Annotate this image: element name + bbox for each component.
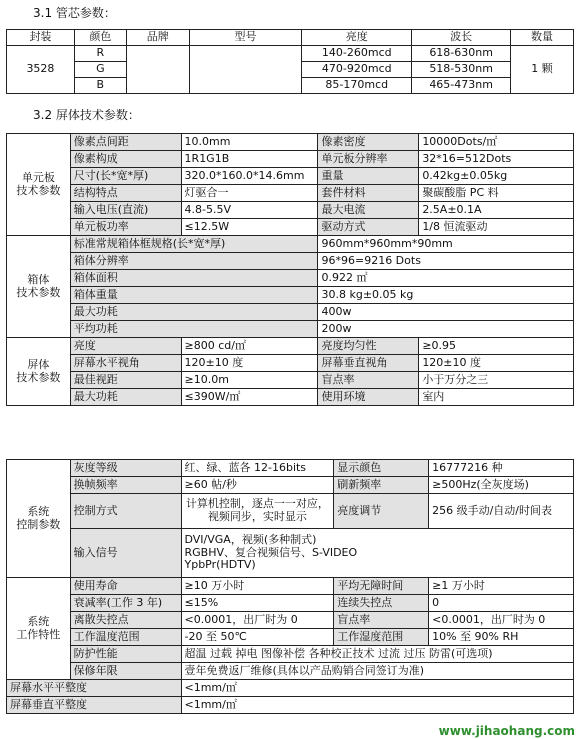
param-label: 工作湿度范围 bbox=[334, 629, 429, 646]
param-value: 小于万分之三 bbox=[419, 372, 574, 389]
param-value: 室内 bbox=[419, 389, 574, 406]
param-label: 连续失控点 bbox=[334, 595, 429, 612]
param-label: 结构特点 bbox=[70, 185, 181, 202]
table-header-row bbox=[7, 30, 574, 46]
param-value: 960mm*960mm*90mm bbox=[318, 236, 574, 253]
table-row bbox=[7, 663, 574, 680]
param-value: DVI/VGA，视频(多种制式) RGBHV、复合视频信号、S-VIDEO YpbPr(HDTV) bbox=[181, 529, 574, 578]
param-value: 超温 过载 掉电 图像补偿 各种校正技术 过流 过压 防雷(可选项) bbox=[181, 646, 574, 663]
param-label: 驱动方式 bbox=[318, 219, 419, 236]
param-value: ≥10.0m bbox=[181, 372, 318, 389]
control-section bbox=[7, 460, 574, 578]
table-row bbox=[7, 460, 574, 477]
table-row bbox=[7, 134, 574, 151]
header-cell: 数量 bbox=[511, 30, 574, 46]
param-value: ≥10 万小时 bbox=[181, 578, 334, 595]
header-cell: 型号 bbox=[189, 30, 302, 46]
param-label: 像素点间距 bbox=[70, 134, 181, 151]
param-label: 平均无障时间 bbox=[334, 578, 429, 595]
param-value: 32*16=512Dots bbox=[419, 151, 574, 168]
table-row bbox=[7, 612, 574, 629]
table-row bbox=[7, 151, 574, 168]
param-label: 箱体分辨率 bbox=[70, 253, 318, 270]
param-label: 像素构成 bbox=[70, 151, 181, 168]
param-value: 30.8 kg±0.05 kg bbox=[318, 287, 574, 304]
section-title-3-2: 3.2 屏体技术参数： bbox=[33, 108, 140, 122]
brightness-cell: 85-170mcd bbox=[302, 78, 412, 94]
param-value: 4.8-5.5V bbox=[181, 202, 318, 219]
param-value: 16777216 种 bbox=[429, 460, 574, 477]
param-label: 单元板分辨率 bbox=[318, 151, 419, 168]
table-row bbox=[7, 219, 574, 236]
param-label: 屏幕水平视角 bbox=[70, 355, 181, 372]
group-label: 系统 工作特性 bbox=[7, 578, 71, 680]
param-value: <1mm/㎡ bbox=[181, 697, 574, 714]
table-row bbox=[7, 168, 574, 185]
param-value: ≥1 万小时 bbox=[429, 578, 574, 595]
param-label: 控制方式 bbox=[70, 494, 181, 529]
table-row bbox=[7, 494, 574, 529]
param-value: 灯驱合一 bbox=[181, 185, 318, 202]
param-value: 壹年免费返厂维修(具体以产品购销合同签订为准) bbox=[181, 663, 574, 680]
table-row bbox=[7, 680, 574, 697]
system-params-table bbox=[6, 459, 574, 714]
param-label: 离散失控点 bbox=[70, 612, 181, 629]
header-cell: 颜色 bbox=[74, 30, 126, 46]
param-value: ≥800 cd/㎡ bbox=[181, 338, 318, 355]
box-section bbox=[7, 236, 574, 338]
package-cell: 3528 bbox=[7, 46, 75, 94]
param-value: 0.922 ㎡ bbox=[318, 270, 574, 287]
param-label: 盲点率 bbox=[318, 372, 419, 389]
table-row bbox=[7, 321, 574, 338]
param-label: 箱体重量 bbox=[70, 287, 318, 304]
quantity-cell: 1 颗 bbox=[511, 46, 574, 94]
param-value: 256 级手动/自动/时间表 bbox=[429, 494, 574, 529]
param-label: 防护性能 bbox=[70, 646, 181, 663]
table-row bbox=[7, 287, 574, 304]
model-cell bbox=[189, 46, 302, 94]
group-label: 系统 控制参数 bbox=[7, 460, 71, 578]
param-value: 红、绿、蓝各 12-16bits bbox=[181, 460, 334, 477]
param-value: 120±10 度 bbox=[181, 355, 318, 372]
param-value: ≤12.5W bbox=[181, 219, 318, 236]
group-label: 屏体 技术参数 bbox=[7, 338, 71, 406]
group-label: 单元板 技术参数 bbox=[7, 134, 71, 236]
param-value: ≥60 帖/秒 bbox=[181, 477, 334, 494]
color-cell: B bbox=[74, 78, 126, 94]
param-value: ≥500Hz(全灰度场) bbox=[429, 477, 574, 494]
table-row bbox=[7, 355, 574, 372]
param-label: 盲点率 bbox=[334, 612, 429, 629]
screen-section bbox=[7, 338, 574, 406]
header-cell: 品牌 bbox=[126, 30, 189, 46]
unit-board-section bbox=[7, 134, 574, 236]
header-cell: 封装 bbox=[7, 30, 75, 46]
param-label: 箱体面积 bbox=[70, 270, 318, 287]
param-label: 尺寸(长*宽*厚) bbox=[70, 168, 181, 185]
param-value: 10000Dots/㎡ bbox=[419, 134, 574, 151]
param-label: 屏幕水平平整度 bbox=[7, 680, 182, 697]
header-cell: 波长 bbox=[412, 30, 511, 46]
table-row bbox=[7, 46, 574, 62]
color-cell: R bbox=[74, 46, 126, 62]
color-cell: G bbox=[74, 62, 126, 78]
table-row bbox=[7, 477, 574, 494]
param-label: 灰度等级 bbox=[70, 460, 181, 477]
param-value: 1/8 恒流驱动 bbox=[419, 219, 574, 236]
param-value: 0 bbox=[429, 595, 574, 612]
param-label: 亮度调节 bbox=[334, 494, 429, 529]
table-row bbox=[7, 629, 574, 646]
param-value: 1R1G1B bbox=[181, 151, 318, 168]
param-label: 屏幕垂直平整度 bbox=[7, 697, 182, 714]
param-value: 320.0*160.0*14.6mm bbox=[181, 168, 318, 185]
brand-cell bbox=[126, 46, 189, 94]
header-cell: 亮度 bbox=[302, 30, 412, 46]
param-value: <0.0001，出厂时为 0 bbox=[429, 612, 574, 629]
param-label: 亮度 bbox=[70, 338, 181, 355]
table-row bbox=[7, 202, 574, 219]
param-label: 衰减率(工作 3 年) bbox=[70, 595, 181, 612]
param-value: 10.0mm bbox=[181, 134, 318, 151]
param-value: ≤390W/㎡ bbox=[181, 389, 318, 406]
param-value: 200w bbox=[318, 321, 574, 338]
param-label: 最佳视距 bbox=[70, 372, 181, 389]
table-row bbox=[7, 236, 574, 253]
param-value: 10% 至 90% RH bbox=[429, 629, 574, 646]
param-value: -20 至 50℃ bbox=[181, 629, 334, 646]
table-row bbox=[7, 389, 574, 406]
param-label: 使用寿命 bbox=[70, 578, 181, 595]
table-row bbox=[7, 304, 574, 321]
param-label: 最大电流 bbox=[318, 202, 419, 219]
param-label: 换帧频率 bbox=[70, 477, 181, 494]
param-value: 120±10 度 bbox=[419, 355, 574, 372]
param-label: 使用环境 bbox=[318, 389, 419, 406]
brightness-cell: 470-920mcd bbox=[302, 62, 412, 78]
param-label: 亮度均匀性 bbox=[318, 338, 419, 355]
wavelength-cell: 618-630nm bbox=[412, 46, 511, 62]
chip-params-table bbox=[6, 29, 574, 94]
param-value: <1mm/㎡ bbox=[181, 680, 574, 697]
param-value: 400w bbox=[318, 304, 574, 321]
table-row bbox=[7, 338, 574, 355]
screen-params-table bbox=[6, 133, 574, 406]
wavelength-cell: 518-530nm bbox=[412, 62, 511, 78]
param-value: ≤15% bbox=[181, 595, 334, 612]
param-label: 最大功耗 bbox=[70, 389, 181, 406]
table-row bbox=[7, 646, 574, 663]
watermark: www.jihaohang.com bbox=[438, 724, 575, 738]
param-label: 平均功耗 bbox=[70, 321, 318, 338]
param-label: 工作温度范围 bbox=[70, 629, 181, 646]
table-row bbox=[7, 185, 574, 202]
work-section bbox=[7, 578, 574, 714]
brightness-cell: 140-260mcd bbox=[302, 46, 412, 62]
param-label: 输入信号 bbox=[70, 529, 181, 578]
param-label: 像素密度 bbox=[318, 134, 419, 151]
param-label: 套件材料 bbox=[318, 185, 419, 202]
table-row bbox=[7, 529, 574, 578]
param-label: 保修年限 bbox=[70, 663, 181, 680]
table-row bbox=[7, 372, 574, 389]
table-row bbox=[7, 253, 574, 270]
param-value: 计算机控制，逐点一一对应， 视频同步，实时显示 bbox=[181, 494, 334, 529]
section-title-3-1: 3.1 管芯参数： bbox=[33, 6, 116, 20]
param-value: 聚碳酸脂 PC 料 bbox=[419, 185, 574, 202]
table-row bbox=[7, 595, 574, 612]
param-label: 输入电压(直流) bbox=[70, 202, 181, 219]
wavelength-cell: 465-473nm bbox=[412, 78, 511, 94]
param-value: 0.42kg±0.05kg bbox=[419, 168, 574, 185]
param-value: ≥0.95 bbox=[419, 338, 574, 355]
param-label: 屏幕垂直视角 bbox=[318, 355, 419, 372]
param-value: <0.0001，出厂时为 0 bbox=[181, 612, 334, 629]
param-label: 标准常规箱体框规格(长*宽*厚) bbox=[70, 236, 318, 253]
param-label: 单元板功率 bbox=[70, 219, 181, 236]
param-label: 刷新频率 bbox=[334, 477, 429, 494]
param-value: 2.5A±0.1A bbox=[419, 202, 574, 219]
group-label: 箱体 技术参数 bbox=[7, 236, 71, 338]
table-row bbox=[7, 697, 574, 714]
param-label: 最大功耗 bbox=[70, 304, 318, 321]
param-value: 96*96=9216 Dots bbox=[318, 253, 574, 270]
table-row bbox=[7, 270, 574, 287]
param-label: 显示颜色 bbox=[334, 460, 429, 477]
param-label: 重量 bbox=[318, 168, 419, 185]
table-row bbox=[7, 578, 574, 595]
